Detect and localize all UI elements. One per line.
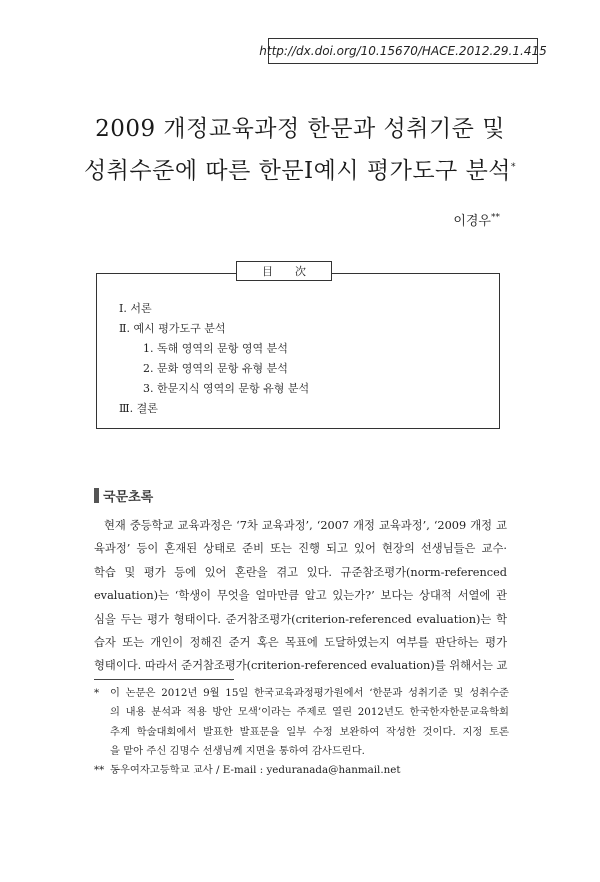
abstract-line: 학습 및 평가 등에 있어 혼란을 겪고 있다. 규준참조평가(norm-referenced (94, 565, 507, 579)
toc-subitem[interactable]: 2. 문화 영역의 문항 유형 분석 (143, 362, 288, 375)
heading-bar-marker (94, 488, 99, 503)
footnote-line-text: 이 논문은 2012년 9월 15일 한국교육과정평가원에서 ‘한문과 성취기준 및 성취수준 (110, 687, 509, 699)
toc-subitem[interactable]: 3. 한문지식 영역의 문항 유형 분석 (143, 382, 310, 395)
footnotes (94, 684, 509, 780)
footnote-line (94, 684, 509, 703)
footnote-2-mark: ** (94, 764, 105, 777)
toc-item[interactable]: Ⅲ. 결론 (119, 402, 158, 415)
footnote-2 (94, 761, 509, 780)
abstract-heading (94, 486, 153, 505)
abstract-line: 습자 또는 개인이 정해진 준거 혹은 목표에 도달하였는지 여부를 판단하는 평가 (94, 636, 507, 650)
abstract-line: 형태이다. 따라서 준거참조평가(criterion-referenced evaluation)를 위해서는 교 (94, 659, 508, 673)
footnote-line: 추계 학술대회에서 발표한 발표문을 일부 수정 보완하여 작성한 것이다. 지정 토론 (110, 725, 509, 738)
abstract-line: 현재 중등학교 교육과정은 ‘7차 교육과정’, ‘2007 개정 교육과정’, ‘2009 개정 교 (104, 519, 507, 532)
paper-title-line-1: 2009 개정교육과정 한문과 성취기준 및 (95, 116, 505, 142)
footnote-divider (94, 679, 234, 680)
toc-item[interactable]: Ⅰ. 서론 (119, 302, 152, 315)
abstract-line: evaluation)는 ‘학생이 무엇을 얼마만큼 알고 있는가?’ 보다는 상대적 서열에 관 (94, 589, 507, 603)
footnote-line: 의 내용 분석과 적용 방안 모색’이라는 주제로 열린 2012년도 한국한자한문교육학회 (110, 706, 509, 719)
author-name (453, 210, 500, 229)
paper-title-line-2 (0, 152, 600, 185)
doi-link[interactable]: http://dx.doi.org/10.15670/HACE.2012.29.1.415 (268, 38, 538, 64)
abstract-body (94, 514, 507, 678)
footnote-1 (94, 684, 509, 761)
paper-title-line-2-text: 성취수준에 따른 한문Ⅰ예시 평가도구 분석 (83, 158, 512, 184)
toc-list (119, 299, 309, 419)
toc-item[interactable]: Ⅱ. 예시 평가도구 분석 (119, 322, 226, 335)
footnote-line: 을 맡아 주신 김명수 선생님께 지면을 통하여 감사드린다. (110, 744, 365, 757)
toc-heading: 目次 (236, 261, 332, 281)
toc-subitem[interactable]: 1. 독해 영역의 문항 영역 분석 (143, 342, 288, 355)
footnote-1-mark: * (94, 687, 100, 699)
abstract-line: 심을 두는 평가 형태이다. 준거참조평가(criterion-referenced evaluation)는 학 (94, 612, 507, 626)
author-name-text: 이경우 (453, 214, 491, 229)
abstract-heading-text: 국문초록 (103, 490, 154, 505)
author-footnote-mark[interactable]: ** (491, 212, 500, 223)
abstract-line: 육과정’ 등이 혼재된 상태로 준비 또는 진행 되고 있어 현장의 선생님들은 교수· (94, 542, 507, 556)
footnote-2-text[interactable]: 동우여자고등학교 교사 / E-mail : yeduranada@hanmail.net (110, 764, 401, 777)
title-footnote-mark[interactable]: * (511, 162, 517, 173)
footnote-line (94, 761, 509, 780)
